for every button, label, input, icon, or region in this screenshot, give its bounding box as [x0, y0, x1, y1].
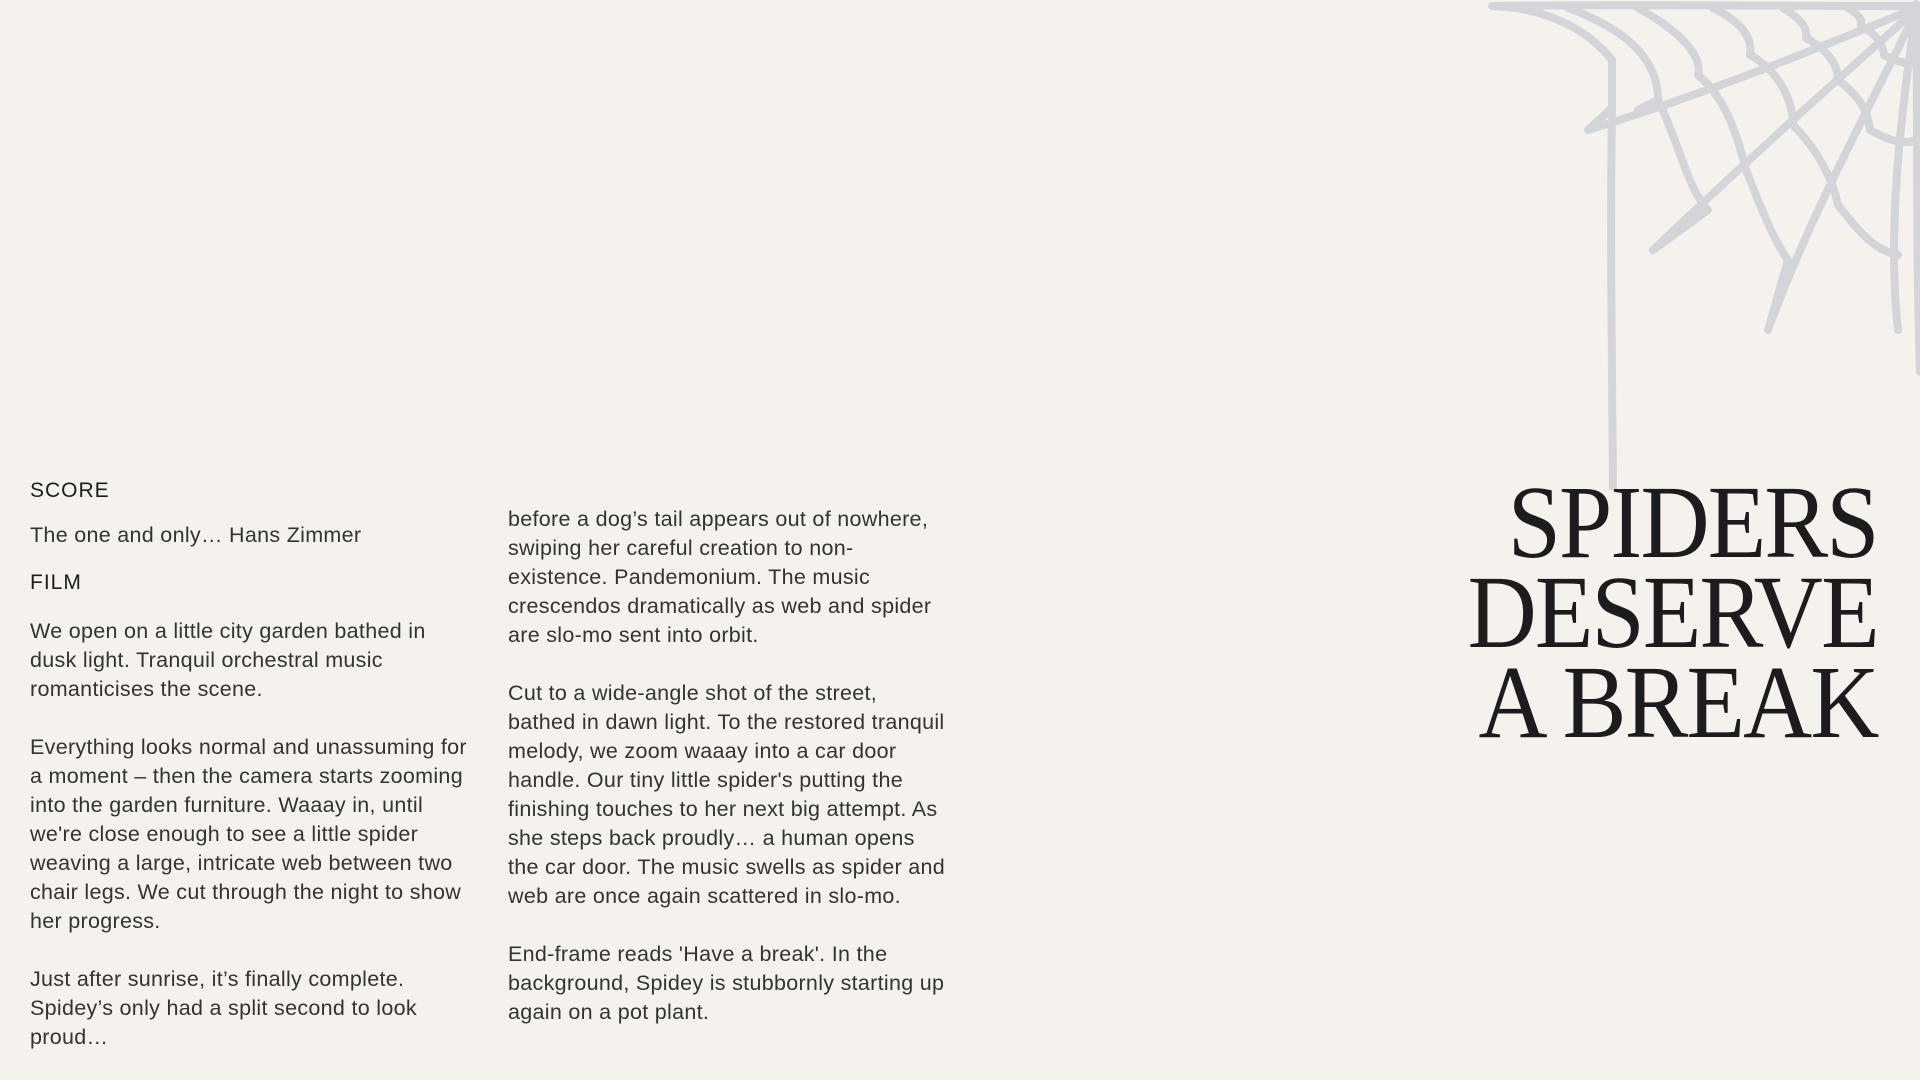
film-paragraph: Cut to a wide-angle shot of the street, bathed in dawn light. To the restored tranquil melody, we zoom waaay into a car door handle. Our tiny little spider's putting the finishing touches to her next big attempt. As she steps back proudly… a human opens the car door. The music swells as spider and web are once again scattered in slo-mo. [508, 681, 946, 908]
film-paragraph: Everything looks normal and unassuming for a moment – then the camera starts zooming into the garden furniture. Waaay in, until we're close enough to see a little spider weaving a large, intricate web between two chair legs. We cut through the night to show her progress. [30, 735, 467, 933]
title-line: SPIDERS [1508, 465, 1878, 580]
film-heading: FILM [30, 571, 82, 594]
film-paragraph: We open on a little city garden bathed in dusk light. Tranquil orchestral music romanticises the scene. [30, 619, 426, 701]
film-paragraph: Just after sunrise, it’s finally complete. Spidey’s only had a split second to look proud… [30, 967, 417, 1049]
score-text: The one and only… Hans Zimmer [30, 523, 362, 547]
score-heading: SCORE [30, 479, 110, 502]
page-title [1467, 465, 1878, 760]
title-line: DESERVE [1467, 555, 1878, 670]
spider-web-icon [1488, 0, 1920, 490]
film-paragraph: before a dog’s tail appears out of nowhere, swiping her careful creation to non-existence. Pandemonium. The music crescendos dramatically as web and spider are slo-mo sent into orbit. [508, 507, 932, 647]
right-column [508, 505, 948, 1027]
left-column [30, 476, 470, 1052]
title-line: A BREAK [1478, 645, 1878, 760]
film-paragraph: End-frame reads 'Have a break'. In the background, Spidey is stubbornly starting up again on a pot plant. [508, 942, 945, 1024]
